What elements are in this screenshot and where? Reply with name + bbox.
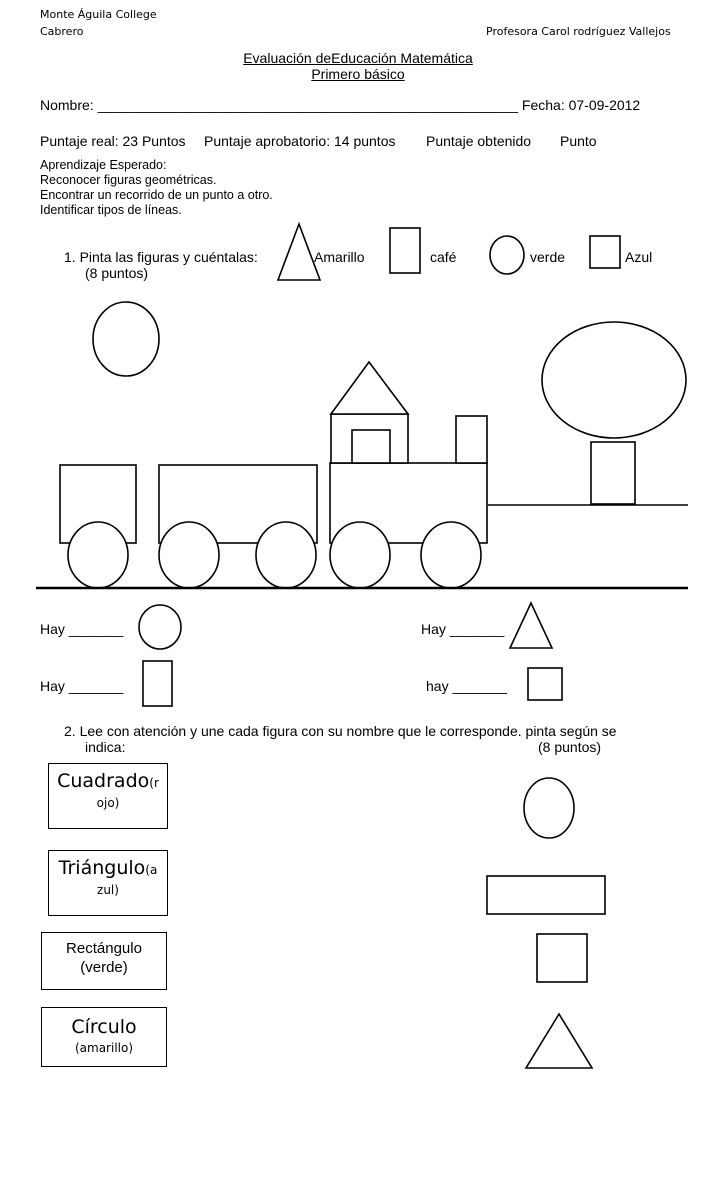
name-box-color: (verde) [80, 959, 128, 976]
q2-points: (8 puntos) [538, 739, 602, 755]
tree-crown-circle [542, 322, 686, 438]
name-box-triangle [48, 850, 168, 916]
name-box-circle [41, 1007, 167, 1067]
legend-yellow: Amarillo [314, 249, 365, 265]
page-subtitle: Primero básico [311, 66, 405, 82]
wheel-circle [159, 522, 219, 588]
legend-circle-shape [490, 236, 524, 274]
legend-square-shape [590, 236, 620, 268]
q1-points: (8 puntos) [85, 265, 149, 281]
name-box-color: (amarillo) [74, 1041, 134, 1055]
locomotive-window [352, 430, 390, 463]
name-box-color: zul) [97, 883, 119, 897]
locomotive-roof-triangle [331, 362, 408, 414]
learning-item: Reconocer figuras geométricas. [40, 173, 217, 187]
name-date-line: Nombre: ______________________________________________________ Fecha: 07-09-2012 [40, 97, 641, 113]
q1-instruction: 1. Pinta las figuras y cuéntalas: [64, 249, 258, 265]
learning-item: Identificar tipos de líneas. [40, 203, 182, 217]
count-squares-line: hay _______ [426, 678, 507, 694]
wheel-circle [421, 522, 481, 588]
legend-triangle-shape [278, 224, 320, 280]
learning-item: Encontrar un recorrido de un punto a otro. [40, 188, 273, 202]
wheel-circle [256, 522, 316, 588]
count-circle-shape [139, 605, 181, 649]
wheel-circle [330, 522, 390, 588]
name-box-color: ojo) [96, 796, 120, 810]
score-pass: Puntaje aprobatorio: 14 puntos [204, 133, 396, 149]
locomotive-chimney [456, 416, 487, 463]
name-box-square [48, 763, 168, 829]
count-rectangle-shape [143, 661, 172, 706]
q2-square-shape [537, 934, 587, 982]
legend-green: verde [530, 249, 566, 265]
count-rectangles-line: Hay _______ [40, 678, 124, 694]
score-obtained: Puntaje obtenido [426, 133, 532, 149]
name-box-color: (r [149, 776, 159, 790]
teacher-name: Profesora Carol rodríguez Vallejos [486, 25, 671, 38]
name-box-color: (a [145, 863, 158, 877]
q2-instruction-cont: indica: [85, 739, 126, 755]
q2-circle-shape [524, 778, 574, 838]
tree-trunk-rectangle [591, 442, 635, 504]
name-box-title: Círculo [71, 1016, 137, 1038]
score-real: Puntaje real: 23 Puntos [40, 133, 186, 149]
school-name: Monte Águila College [40, 8, 157, 21]
count-triangle-shape [510, 603, 552, 648]
city: Cabrero [40, 25, 84, 38]
learning-heading: Aprendizaje Esperado: [40, 158, 167, 172]
sun-circle [93, 302, 159, 376]
name-box-title: Cuadrado [57, 770, 150, 792]
count-circles-line: Hay _______ [40, 621, 124, 637]
name-box-title: Rectángulo [66, 940, 142, 957]
name-box-rectangle [41, 932, 167, 990]
count-triangles-line: Hay _______ [421, 621, 505, 637]
q2-rectangle-shape [487, 876, 605, 914]
legend-blue: Azul [625, 249, 653, 265]
count-square-shape [528, 668, 562, 700]
wheel-circle [68, 522, 128, 588]
legend-brown: café [430, 249, 457, 265]
page-title: Evaluación deEducación Matemática [243, 50, 473, 66]
name-box-title: Triángulo [58, 857, 146, 879]
q2-triangle-shape [526, 1014, 592, 1068]
score-unit: Punto [560, 133, 597, 149]
q2-instruction: 2. Lee con atención y une cada figura con su nombre que le corresponde. pinta según se [64, 723, 617, 739]
legend-rectangle-shape [390, 228, 420, 273]
